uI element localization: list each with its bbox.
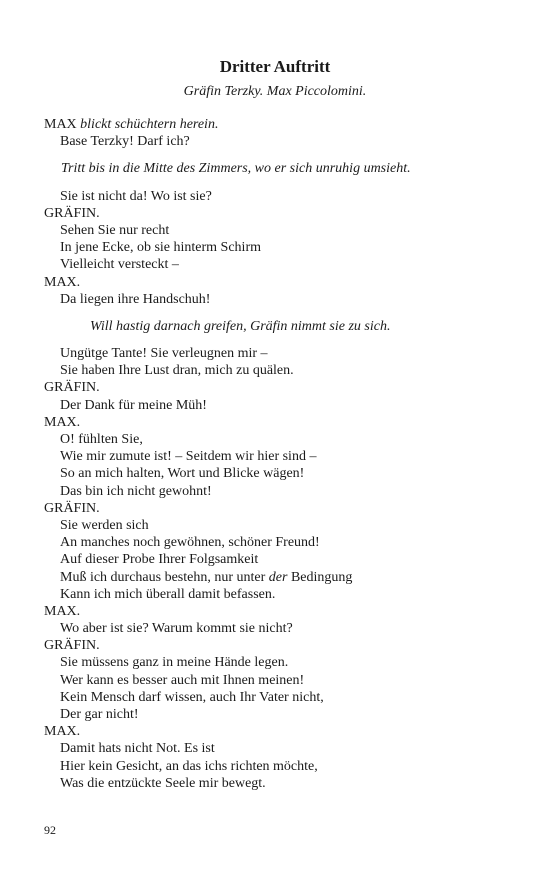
verse-line: Sie haben Ihre Lust dran, mich zu quälen.	[60, 363, 294, 379]
verse-line: So an mich halten, Wort und Blicke wägen!	[60, 466, 305, 482]
verse-line: Wer kann es besser auch mit Ihnen meinen!	[60, 672, 305, 688]
verse-line: Auf dieser Probe Ihrer Folgsamkeit	[60, 552, 259, 568]
verse-line	[44, 569, 514, 586]
speaker-name: MAX.	[44, 603, 81, 619]
verse-line: Sie werden sich	[60, 517, 149, 533]
verse-line: Wo aber ist sie? Warum kommt sie nicht?	[60, 621, 293, 637]
verse-line: Wie mir zumute ist! – Seitdem wir hier sind –	[60, 449, 317, 465]
speaker-name: GRÄFIN.	[44, 380, 100, 396]
speaker-line	[44, 116, 514, 133]
verse-line: Ungütge Tante! Sie verleugnen mir –	[60, 346, 268, 362]
speaker-name: GRÄFIN.	[44, 638, 100, 654]
speaker-name: GRÄFIN.	[44, 205, 100, 221]
stage-direction-inline: blickt schüchtern herein.	[80, 117, 219, 132]
verse-line: Hier kein Gesicht, an das ichs richten möchte,	[60, 758, 318, 774]
speaker-name: MAX.	[44, 724, 81, 740]
speaker-name: MAX.	[44, 274, 81, 290]
verse-line: Sie ist nicht da! Wo ist sie?	[60, 188, 212, 204]
verse-line: Sie müssens ganz in meine Hände legen.	[60, 655, 289, 671]
verse-line: Sehen Sie nur recht	[60, 222, 170, 238]
verse-text: Muß ich durchaus bestehn, nur unter	[60, 569, 269, 585]
stage-direction: Tritt bis in die Mitte des Zimmers, wo er sich unruhig umsieht.	[61, 161, 411, 177]
verse-line: Der gar nicht!	[60, 707, 139, 722]
speaker-name: MAX.	[44, 414, 81, 430]
verse-line: Was die entzückte Seele mir bewegt.	[60, 775, 266, 791]
page-number: 92	[44, 823, 56, 837]
verse-line: An manches noch gewöhnen, schöner Freund!	[60, 535, 320, 551]
verse-line: Der Dank für meine Müh!	[60, 397, 207, 413]
verse-line: Damit hats nicht Not. Es ist	[60, 741, 215, 757]
scene-heading: Dritter Auftritt	[219, 57, 331, 76]
verse-line: In jene Ecke, ob sie hinterm Schirm	[60, 240, 261, 256]
speaker-name: GRÄFIN.	[44, 500, 100, 516]
scene-cast: Gräfin Terzky. Max Piccolomini.	[183, 84, 367, 99]
verse-text: Bedingung	[287, 569, 353, 585]
verse-line: Das bin ich nicht gewohnt!	[60, 483, 212, 499]
play-text	[44, 116, 514, 792]
verse-line: Kein Mensch darf wissen, auch Ihr Vater nicht,	[60, 689, 324, 705]
speaker-name: MAX	[44, 117, 77, 132]
verse-line: Base Terzky! Darf ich?	[60, 134, 190, 150]
emphasis-text: der	[268, 569, 288, 585]
verse-line: Da liegen ihre Handschuh!	[60, 291, 211, 307]
stage-direction: Will hastig darnach greifen, Gräfin nimmt sie zu sich.	[90, 318, 391, 334]
verse-line: O! fühlten Sie,	[60, 432, 143, 447]
verse-line: Kann ich mich überall damit befassen.	[60, 586, 276, 602]
verse-line: Vielleicht versteckt –	[60, 257, 179, 273]
